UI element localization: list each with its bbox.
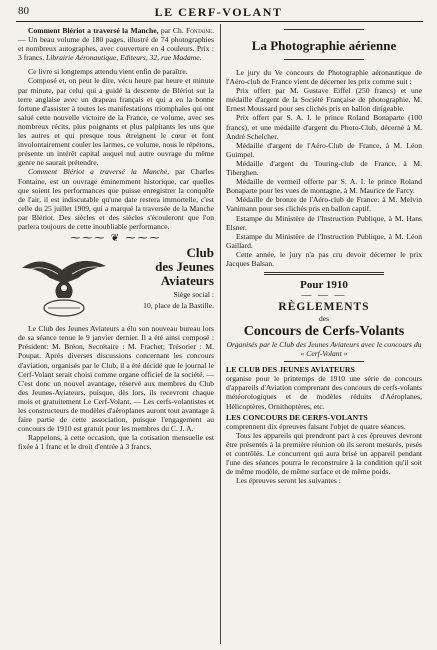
- photo-paragraph: Prix offert par S. A. I. le prince Roland Bonaparte (100 francs), et une médaille d'argent du Photo-Club, décerné à M. André Schelcher.: [226, 113, 422, 141]
- book-author: Fontaine: [186, 26, 213, 35]
- club-address: 10, place de la Bastille.: [143, 301, 214, 311]
- page-number: 80: [18, 5, 29, 17]
- review-paragraph: Comment Blériot a traversé la Manche, par Charles Fontaine, est un ouvrage éminemment historique, car quelles que soient les performances que puisse enregistrer la conquête de l'air, il est indiscutable qu'une date restera immortelle, c'est celle du 25 juillet 1909, qui a marqué la traversée de la Manche par Blériot. Des siècles et des siècles s'écouleront que l'on parlera toujours de cette inoubliable performance.: [18, 167, 214, 231]
- section-rule: [284, 29, 364, 30]
- rules-paragraph: Tous les appareils qui prendront part à ces épreuves devront être présentés à la première réunion où ils seront mesurés, pesés et contrôlés. Le concurrent qui aura brisé un appareil pendant l'une des séances pourra le reconstruire à la condition qu'il soit de même modèle, de même surface et de même poids.: [226, 430, 422, 477]
- section-ornament: ⁓⁓⁓ ❦ ⁓⁓⁓: [70, 233, 162, 245]
- photo-paragraph: Médaille d'argent du Touring-club de France, à M. Tiberghen.: [226, 158, 422, 178]
- section-rule: [284, 361, 364, 362]
- rules-paragraph: Les épreuves seront les suivantes :: [236, 476, 341, 486]
- review-paragraph: Composé et, on peut le dire, vécu heure par heure et minute par minute, par celui qui a guidé la descente de Blériot sur la terre anglaise avec un drapeau français et qui a eu la bonne fortune d'assister à toutes les manifestations triomphales qui ont salué cette nouvelle victoire de la France, ce volume, avec ses nombreux récits, plus poignants et plus palpitants les uns que les autres et qui presque tous étreignent le cœur et font involontairement couler les larmes, ce volume, nous le répétons, présente un intérêt capital auquel nul autre ouvrage du même genre ne saurait prétendre.: [18, 76, 214, 168]
- rules-des: des: [318, 314, 330, 324]
- book-review-intro: Comment Blériot a traversé la Manche, par Ch. Fontaine. — Un beau volume de 180 pages, illustré de 74 photographies et nombreux autographes, avec couverture en 4 couleurs. Prix : 3 francs. Librairie Aéronautique, Editeurs, 32, rue Madame.: [18, 26, 214, 63]
- rules-subtitle: Organisés par le Club des Jeunes Aviateurs avec le concours du « Cerf-Volant »: [226, 340, 422, 359]
- book-publisher: Librairie Aéronautique, Editeurs, 32, rue Madame.: [46, 53, 202, 63]
- photo-paragraph: Médaille de vermeil offerte par S. A. I. le prince Roland Bonaparte pour les vues de montagne, à M. Maurice de Farcy.: [226, 177, 422, 196]
- photo-paragraph: Le jury du Ve concours de Photographie aéronautique de l'Aéro-club de France vient de décerner les prix comme suit :: [226, 68, 422, 87]
- club-paragraph: Le Club des Jeunes Aviateurs a élu son nouveau bureau lors de sa séance tenue le 9 janvier dernier. Il a été ainsi composé : Président: M. Bréon, Secrétaire : M. Frachet; Trésorier : M. Poupat. Après diverses discussions concernant les concours d'aviation, organisés par le Club, il a été décidé que le journal le Cerf-Volant serait choisi comme organe officiel de la société. — C'est donc un nouvel avantage, réservé aux membres du Club des Jeunes-Aviateurs, puisque, dès lors, ils recevront chaque mois et gratuitement Le Cerf-Volant. — Les cerfs-volantistes et les constructeurs de modèles d'aéroplanes auront tout avantage à faire partie de cette association, puisque l'engagement au concours de 1910 est gratuit pour les membres du C. J. A.: [18, 324, 214, 434]
- photo-paragraph: Estampe du Ministère de l'Instruction Publique, à M. Léon Gaillard.: [226, 231, 422, 250]
- club-heading-block: [18, 246, 214, 320]
- eagle-emblem-icon: [18, 246, 110, 320]
- rules-heading: Concours de Cerfs-Volants: [243, 324, 405, 340]
- column-divider: [220, 24, 221, 644]
- club-subheading: LE CLUB DES JEUNES AVIATEURS: [226, 365, 355, 375]
- club-paragraph: Rappelons, à cette occasion, que la cotisation mensuelle est fixée à 1 franc et le droit d'entrée à 3 francs.: [18, 433, 214, 452]
- section-rule: [284, 59, 364, 60]
- right-column: [226, 26, 422, 485]
- photo-paragraph: Médaille de bronze de l'Aéro-club de France: à M. Melvin Vanimann pour ses clichés pris en ballon captif.: [226, 195, 422, 214]
- rules-paragraph: comprennent dix épreuves faisant l'objet de quatre séances.: [226, 421, 406, 431]
- photo-paragraph: Estampe du Ministère de l'Instruction Publique, à M. Hans Elsner.: [226, 213, 422, 232]
- rules-paragraph: organise pour le printemps de 1910 une série de concours d'appareils d'Aviation comprenant des concours de cerfs-volants météorologiques et de modèles réduits d'Aéroplanes, Hélicoptères, Ornithoptères, etc.: [226, 374, 422, 411]
- book-title: Comment Blériot a traversé la Manche,: [28, 26, 159, 35]
- club-title: des Jeunes: [155, 259, 214, 275]
- running-head: LE CERF-VOLANT: [154, 5, 283, 19]
- dash-ornament: — — —: [301, 290, 347, 302]
- rules-title: RÈGLEMENTS: [278, 301, 370, 314]
- section-rule: [264, 272, 384, 275]
- section-title: La Photographie aérienne: [251, 38, 397, 53]
- left-column: [18, 26, 214, 451]
- review-paragraph: Ce livre si longtemps attendu vient enfin de paraître.: [28, 67, 188, 77]
- contest-subheading: LES CONCOURS DE CERFS-VOLANTS: [226, 412, 368, 422]
- rules-year: Pour 1910: [300, 279, 348, 292]
- photo-paragraph: Prix offert par M. Gustave Eiffel (250 francs) et une médaille d'argent de la Société Française de photographie, M. Ernest Moussard pour ses clichés pris en ballon dirigeable.: [226, 86, 422, 114]
- header-rule: [16, 21, 423, 22]
- club-seat: Siège social :: [173, 290, 214, 300]
- club-title: Club: [186, 245, 214, 261]
- photo-paragraph: Médaille d'argent de l'Aéro-Club de France, à M. Léon Guimpel.: [226, 140, 422, 159]
- club-title: Aviateurs: [160, 273, 214, 289]
- photo-paragraph: Cette année, le jury n'a pas cru devoir décerner le prix Jacques Balsan.: [226, 249, 422, 268]
